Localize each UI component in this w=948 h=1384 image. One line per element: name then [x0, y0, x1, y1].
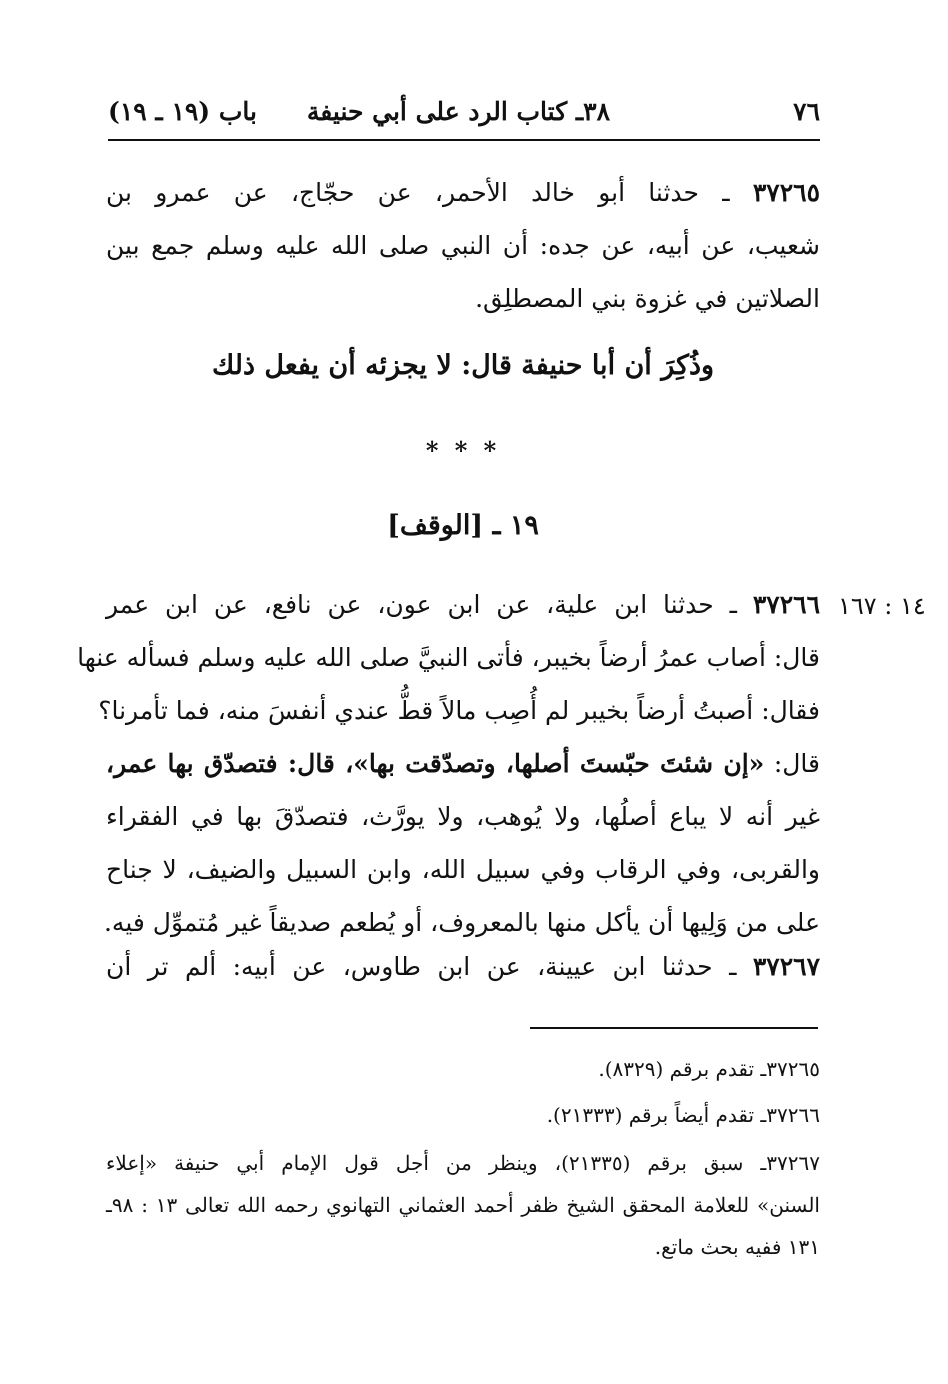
- text-line: والقربى، وفي الرقاب وفي سبيل الله، وابن السبيل والضيف، لا جناح: [106, 855, 820, 884]
- hadith-number: ٣٧٢٦٧: [752, 952, 820, 981]
- abu-hanifa-note: وذُكِرَ أن أبا حنيفة قال: لا يجزئه أن يفعل ذلك: [211, 350, 715, 381]
- footnotes: [106, 1048, 820, 1268]
- text-segment: ـ حدثنا أبو خالد الأحمر، عن حجّاج، عن عمرو بن: [106, 178, 730, 207]
- footnote-37266: ٣٧٢٦٦ـ تقدم أيضاً برقم (٢١٣٣٣).: [546, 1103, 820, 1127]
- text-line: [106, 737, 820, 790]
- text-line: الصلاتين في غزوة بني المصطلِق.: [475, 284, 820, 313]
- section-title: ١٩ ـ [الوقف]: [387, 510, 539, 541]
- footnote-37267-line: ١٣١ ففيه بحث ماتع.: [654, 1235, 820, 1259]
- book-title: ٣٨ـ كتاب الرد على أبي حنيفة: [306, 97, 610, 126]
- text-segment: قال:: [773, 749, 820, 778]
- text-line: [106, 166, 820, 219]
- footnote-37267-line: السنن» للعلامة المحقق الشيخ ظفر أحمد العثماني التهانوي رحمه الله تعالى ١٣ : ٩٨ـ: [106, 1193, 820, 1217]
- text-segment: ـ حدثنا ابن عيينة، عن ابن طاوس، عن أبيه: ألم تر أن: [106, 952, 737, 981]
- footnote-37267-line: ٣٧٢٦٧ـ سبق برقم (٢١٣٣٥)، وينظر من أجل قول الإمام أبي حنيفة «إعلاء: [106, 1151, 820, 1175]
- hadith-37267: [106, 940, 820, 993]
- hadith-number: ٣٧٢٦٥: [752, 178, 820, 207]
- footnote-37265: ٣٧٢٦٥ـ تقدم برقم (٨٣٢٩).: [598, 1057, 820, 1081]
- text-line: [106, 940, 820, 993]
- page-number: ٧٦: [793, 97, 820, 126]
- header-divider: [108, 139, 820, 141]
- text-line: على من وَلِيها أن يأكل منها بالمعروف، أو يُطعم صديقاً غير مُتموِّل فيه.: [103, 908, 820, 937]
- hadith-number: ٣٧٢٦٦: [752, 590, 820, 619]
- running-header: [108, 92, 820, 132]
- text-line: فقال: أصبتُ أرضاً بخيبر لم أُصِب مالاً قطُّ عندي أنفسَ منه، فما تأمرنا؟: [98, 696, 820, 725]
- margin-reference: ١٤ : ١٦٧: [838, 592, 926, 620]
- text-line: شعيب، عن أبيه، عن جده: أن النبي صلى الله عليه وسلم جمع بين: [106, 231, 820, 260]
- text-segment: ـ حدثنا ابن علية، عن ابن عون، عن نافع، عن ابن عمر: [106, 590, 737, 619]
- text-line: [106, 578, 820, 631]
- hadith-37266: [77, 578, 820, 949]
- chapter-label: باب (١٩ ـ ١٩): [108, 97, 257, 126]
- text-line: قال: أصاب عمرُ أرضاً بخيبر، فأتى النبيَّ صلى الله عليه وسلم فسأله عنها: [77, 643, 820, 672]
- footnote-divider: [530, 1027, 818, 1029]
- hadith-37265: [106, 166, 820, 325]
- text-line: غير أنه لا يباع أصلُها، ولا يُوهب، ولا يورَّث، فتصدّقَ بها في الفقراء: [106, 802, 820, 831]
- prophet-quote: «إن شئتَ حبّستَ أصلها، وتصدّقت بها»، قال: فتصدّق بها عمر،: [106, 749, 765, 778]
- section-separator: * * *: [425, 436, 501, 465]
